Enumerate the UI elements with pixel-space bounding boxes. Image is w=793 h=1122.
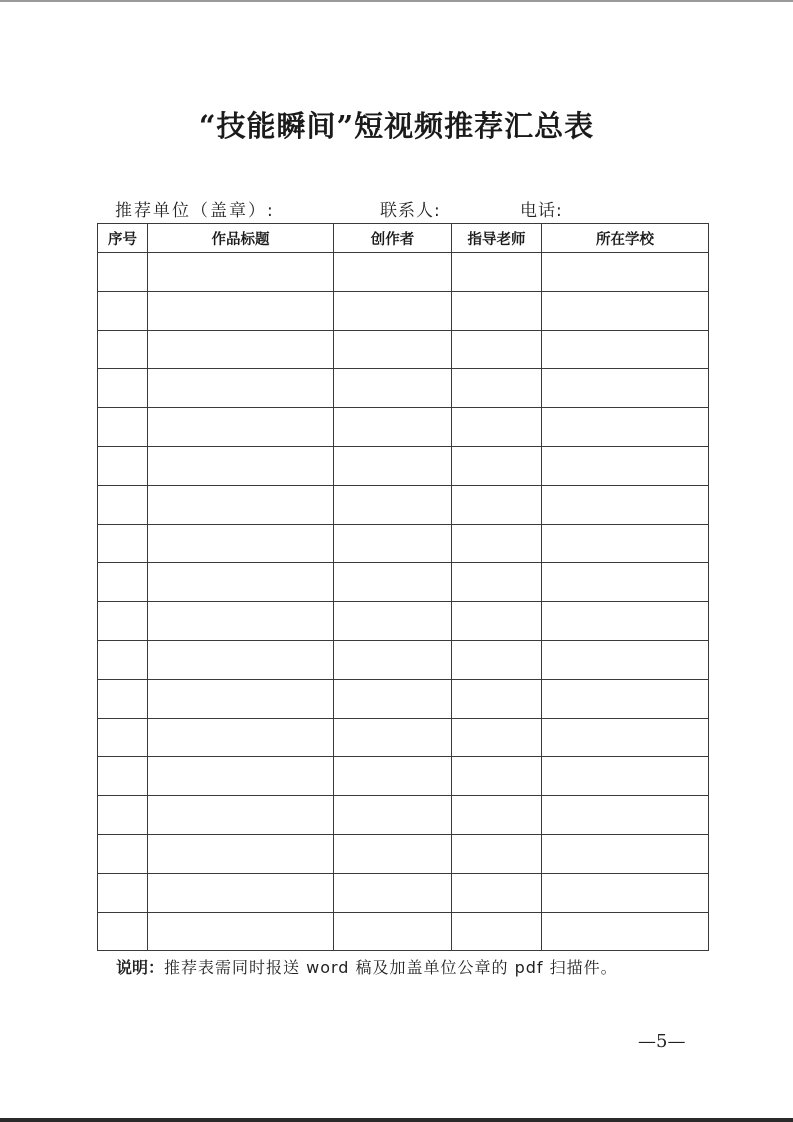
cell-school[interactable] <box>542 330 709 369</box>
cell-instructor[interactable] <box>452 253 542 292</box>
cell-creator[interactable] <box>334 796 452 835</box>
cell-serial-number[interactable] <box>98 912 148 951</box>
cell-creator[interactable] <box>334 834 452 873</box>
table-row <box>98 834 709 873</box>
top-edge-rule <box>0 0 793 2</box>
cell-serial-number[interactable] <box>98 679 148 718</box>
cell-serial-number[interactable] <box>98 291 148 330</box>
cell-school[interactable] <box>542 524 709 563</box>
cell-serial-number[interactable] <box>98 602 148 641</box>
cell-school[interactable] <box>542 796 709 835</box>
cell-school[interactable] <box>542 679 709 718</box>
cell-serial-number[interactable] <box>98 640 148 679</box>
note-text: 推荐表需同时报送 word 稿及加盖单位公章的 pdf 扫描件。 <box>164 958 618 977</box>
table-row <box>98 602 709 641</box>
cell-instructor[interactable] <box>452 330 542 369</box>
cell-creator[interactable] <box>334 602 452 641</box>
cell-instructor[interactable] <box>452 524 542 563</box>
table-row <box>98 912 709 951</box>
header-creator: 创作者 <box>334 224 452 253</box>
table-row <box>98 757 709 796</box>
table-row <box>98 330 709 369</box>
cell-creator[interactable] <box>334 408 452 447</box>
cell-school[interactable] <box>542 446 709 485</box>
recommendation-summary-table <box>97 223 709 951</box>
cell-work-title[interactable] <box>148 640 334 679</box>
cell-work-title[interactable] <box>148 524 334 563</box>
cell-creator[interactable] <box>334 369 452 408</box>
cell-serial-number[interactable] <box>98 446 148 485</box>
cell-creator[interactable] <box>334 524 452 563</box>
cell-serial-number[interactable] <box>98 253 148 292</box>
cell-instructor[interactable] <box>452 873 542 912</box>
cell-work-title[interactable] <box>148 679 334 718</box>
cell-instructor[interactable] <box>452 757 542 796</box>
table-row <box>98 408 709 447</box>
cell-instructor[interactable] <box>452 485 542 524</box>
cell-instructor[interactable] <box>452 679 542 718</box>
cell-serial-number[interactable] <box>98 796 148 835</box>
table-row <box>98 679 709 718</box>
table-row <box>98 485 709 524</box>
cell-work-title[interactable] <box>148 796 334 835</box>
cell-serial-number[interactable] <box>98 563 148 602</box>
cell-school[interactable] <box>542 253 709 292</box>
cell-creator[interactable] <box>334 757 452 796</box>
cell-serial-number[interactable] <box>98 834 148 873</box>
cell-serial-number[interactable] <box>98 524 148 563</box>
cell-serial-number[interactable] <box>98 873 148 912</box>
bottom-edge-rule <box>0 1118 793 1122</box>
cell-instructor[interactable] <box>452 369 542 408</box>
cell-work-title[interactable] <box>148 602 334 641</box>
document-title: “技能瞬间”短视频推荐汇总表 <box>198 109 595 143</box>
cell-work-title[interactable] <box>148 291 334 330</box>
cell-work-title[interactable] <box>148 718 334 757</box>
note-label: 说明： <box>116 958 165 977</box>
cell-creator[interactable] <box>334 485 452 524</box>
cell-work-title[interactable] <box>148 834 334 873</box>
page-number: —5— <box>638 1031 686 1052</box>
cell-serial-number[interactable] <box>98 485 148 524</box>
table-row <box>98 718 709 757</box>
cell-school[interactable] <box>542 718 709 757</box>
cell-serial-number[interactable] <box>98 757 148 796</box>
header-serial-number: 序号 <box>98 224 148 253</box>
cell-school[interactable] <box>542 369 709 408</box>
table-row <box>98 369 709 408</box>
cell-work-title[interactable] <box>148 369 334 408</box>
cell-work-title[interactable] <box>148 873 334 912</box>
cell-creator[interactable] <box>334 718 452 757</box>
cell-creator[interactable] <box>334 873 452 912</box>
cell-creator[interactable] <box>334 640 452 679</box>
cell-school[interactable] <box>542 757 709 796</box>
table-row <box>98 796 709 835</box>
phone-label: 电话: <box>520 201 563 221</box>
header-school: 所在学校 <box>542 224 709 253</box>
cell-instructor[interactable] <box>452 563 542 602</box>
recommending-unit-label: 推荐单位（盖章）: <box>115 201 275 221</box>
cell-creator[interactable] <box>334 912 452 951</box>
cell-school[interactable] <box>542 602 709 641</box>
contact-person-label: 联系人: <box>380 201 441 221</box>
cell-instructor[interactable] <box>452 602 542 641</box>
table-row <box>98 873 709 912</box>
table-header-row <box>98 224 709 253</box>
cell-school[interactable] <box>542 291 709 330</box>
cell-work-title[interactable] <box>148 485 334 524</box>
table-row <box>98 640 709 679</box>
cell-work-title[interactable] <box>148 446 334 485</box>
cell-serial-number[interactable] <box>98 369 148 408</box>
cell-creator[interactable] <box>334 446 452 485</box>
cell-instructor[interactable] <box>452 408 542 447</box>
cell-school[interactable] <box>542 485 709 524</box>
cell-work-title[interactable] <box>148 912 334 951</box>
table-row <box>98 524 709 563</box>
table-row <box>98 291 709 330</box>
cell-serial-number[interactable] <box>98 408 148 447</box>
cell-work-title[interactable] <box>148 408 334 447</box>
note-line <box>116 955 618 978</box>
table-body <box>98 253 709 951</box>
cell-creator[interactable] <box>334 679 452 718</box>
cell-creator[interactable] <box>334 253 452 292</box>
table-row <box>98 253 709 292</box>
cell-instructor[interactable] <box>452 718 542 757</box>
cell-instructor[interactable] <box>452 291 542 330</box>
header-instructor: 指导老师 <box>452 224 542 253</box>
cell-creator[interactable] <box>334 330 452 369</box>
cell-work-title[interactable] <box>148 253 334 292</box>
cell-serial-number[interactable] <box>98 718 148 757</box>
cell-creator[interactable] <box>334 291 452 330</box>
cell-creator[interactable] <box>334 563 452 602</box>
table-row <box>98 563 709 602</box>
cell-instructor[interactable] <box>452 912 542 951</box>
cell-instructor[interactable] <box>452 834 542 873</box>
header-work-title: 作品标题 <box>148 224 334 253</box>
cell-school[interactable] <box>542 834 709 873</box>
cell-work-title[interactable] <box>148 563 334 602</box>
table-row <box>98 446 709 485</box>
cell-school[interactable] <box>542 912 709 951</box>
cell-instructor[interactable] <box>452 446 542 485</box>
cell-school[interactable] <box>542 563 709 602</box>
cell-school[interactable] <box>542 640 709 679</box>
cell-school[interactable] <box>542 408 709 447</box>
cell-work-title[interactable] <box>148 757 334 796</box>
cell-instructor[interactable] <box>452 796 542 835</box>
cell-instructor[interactable] <box>452 640 542 679</box>
cell-work-title[interactable] <box>148 330 334 369</box>
cell-serial-number[interactable] <box>98 330 148 369</box>
cell-school[interactable] <box>542 873 709 912</box>
